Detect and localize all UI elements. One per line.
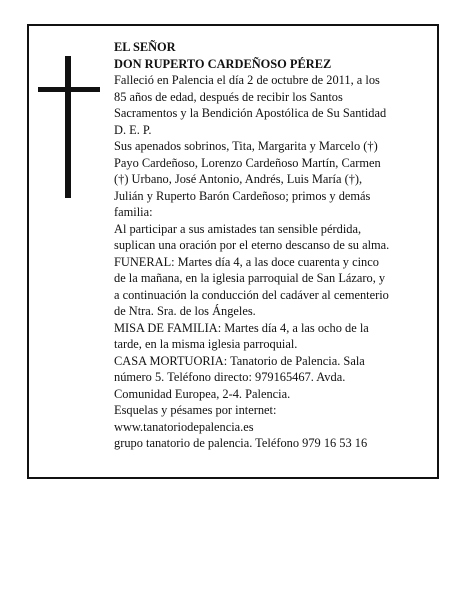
body-line: Sacramentos y la Bendición Apostólica de Su Santidad: [114, 106, 387, 120]
body-line: tarde, en la misma iglesia parroquial.: [114, 337, 298, 351]
body-line: de la mañana, en la iglesia parroquial de San Lázaro, y: [114, 271, 386, 285]
body-line: 85 años de edad, después de recibir los Santos: [114, 89, 343, 104]
body-line: www.tanatoriodepalencia.es: [114, 419, 254, 434]
body-line: CASA MORTUORIA: Tanatorio de Palencia. Sala: [114, 353, 365, 368]
body-line: Sus apenados sobrinos, Tita, Margarita y Marcelo (†): [114, 139, 378, 153]
cross-vertical-bar: [65, 56, 71, 198]
body-line: suplican una oración por el eterno descanso de su alma.: [114, 238, 390, 252]
body-line: Al participar a sus amistades tan sensible pérdida,: [114, 221, 362, 236]
body-line: MISA DE FAMILIA: Martes día 4, a las ocho de la: [114, 320, 369, 335]
body-line: de Ntra. Sra. de los Ángeles.: [114, 304, 256, 318]
body-line: número 5. Teléfono directo: 979165467. Avda.: [114, 370, 346, 384]
body-line: a continuación la conducción del cadáver al cementerio: [114, 287, 389, 302]
body-line: Payo Cardeñoso, Lorenzo Cardeñoso Martín, Carmen: [114, 155, 381, 170]
title-line: EL SEÑOR: [114, 40, 176, 54]
body-line: Comunidad Europea, 2-4. Palencia.: [114, 386, 291, 401]
body-line: Esquelas y pésames por internet:: [114, 403, 277, 417]
body-line: familia:: [114, 205, 153, 219]
cross-horizontal-bar: [38, 87, 100, 92]
body-line: Falleció en Palencia el día 2 de octubre de 2011, a los: [114, 73, 380, 87]
body-line: Julián y Ruperto Barón Cardeñoso; primos y demás: [114, 188, 371, 203]
body-line: FUNERAL: Martes día 4, a las doce cuarenta y cinco: [114, 254, 379, 269]
body-line: (†) Urbano, José Antonio, Andrés, Luis María (†),: [114, 172, 363, 186]
deceased-name: DON RUPERTO CARDEÑOSO PÉREZ: [114, 56, 332, 71]
latin-cross-icon: [38, 56, 100, 198]
obituary-text: [114, 39, 406, 452]
body-line: D. E. P.: [114, 122, 152, 137]
body-line: grupo tanatorio de palencia. Teléfono 979 16 53 16: [114, 436, 368, 450]
